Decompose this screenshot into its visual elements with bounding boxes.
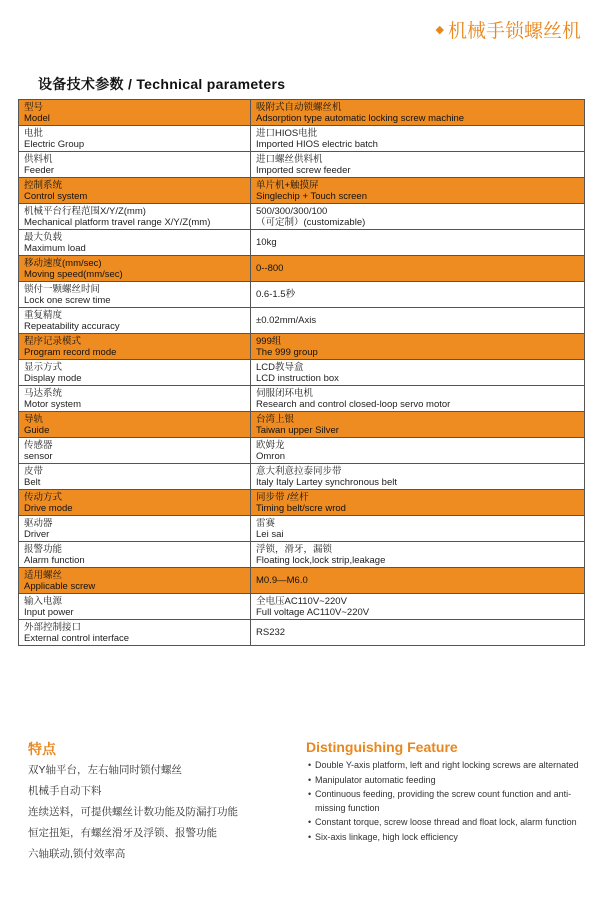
spec-key-en: Control system — [24, 190, 88, 202]
spec-value-line1: LCD教导盒 — [256, 361, 304, 373]
feature-en-item: • Six-axis linkage, high lock efficiency — [308, 831, 588, 845]
spec-key-cn: 适用螺丝 — [24, 569, 63, 581]
spec-row — [19, 334, 585, 360]
spec-key-cn: 输入电源 — [24, 595, 63, 607]
spec-key-en: Electric Group — [24, 138, 85, 150]
spec-value — [251, 230, 585, 256]
spec-row — [19, 594, 585, 620]
spec-value-line2: Imported HIOS electric batch — [256, 138, 378, 150]
spec-value — [251, 126, 585, 152]
spec-value-line1: 伺服闭环电机 — [256, 387, 314, 399]
feature-cn-item: 机械手自动下料 — [28, 785, 102, 797]
spec-key-cn: 重复精度 — [24, 309, 63, 321]
spec-value-line2: LCD instruction box — [256, 372, 339, 384]
spec-value — [251, 178, 585, 204]
spec-value-line1: 雷赛 — [256, 517, 276, 529]
spec-key-cn: 驱动器 — [24, 517, 53, 529]
spec-key — [19, 412, 251, 438]
spec-key — [19, 568, 251, 594]
spec-key-en: Display mode — [24, 372, 82, 384]
spec-value-line1: 台湾上银 — [256, 413, 295, 425]
spec-value-line2: The 999 group — [256, 346, 318, 358]
spec-value — [251, 334, 585, 360]
spec-value-line1: 进口螺丝供料机 — [256, 153, 323, 165]
diamond-icon: ◆ — [435, 24, 444, 36]
feature-en-item: • Constant torque, screw loose thread and float lock, alarm function — [308, 816, 588, 830]
spec-row — [19, 386, 585, 412]
spec-key — [19, 178, 251, 204]
spec-key-en: sensor — [24, 450, 53, 462]
spec-key — [19, 334, 251, 360]
spec-value-line2: Taiwan upper Silver — [256, 424, 339, 436]
spec-value — [251, 152, 585, 178]
spec-key-cn: 最大负载 — [24, 231, 63, 243]
feature-cn-item: 连续送料，可提供螺丝计数功能及防漏打功能 — [28, 806, 238, 818]
features-en-list — [308, 759, 588, 845]
spec-key — [19, 282, 251, 308]
brand-title-text: 机械手锁螺丝机 — [447, 21, 581, 42]
spec-value-line1: 999组 — [256, 335, 282, 347]
spec-value-line1: 进口HIOS电批 — [256, 127, 318, 139]
feature-cn-item: 双Y轴平台，左右轴同时锁付螺丝 — [28, 764, 183, 776]
spec-value-line2: Timing belt/scre wrod — [256, 502, 346, 514]
spec-value — [251, 360, 585, 386]
spec-key-en: Model — [24, 112, 50, 124]
spec-value — [251, 516, 585, 542]
spec-key-cn: 机械平台行程范围X/Y/Z(mm) — [24, 205, 146, 217]
spec-value — [251, 256, 585, 282]
spec-key-en: Program record mode — [24, 346, 117, 358]
spec-value — [251, 594, 585, 620]
feature-en-item: • Continuous feeding, providing the screw count function and anti- missing function — [308, 788, 588, 815]
spec-value-line2: Research and control closed-loop servo motor — [256, 398, 451, 410]
spec-value-line2: Adsorption type automatic locking screw machine — [256, 112, 465, 124]
spec-key — [19, 152, 251, 178]
spec-key-cn: 供料机 — [24, 153, 53, 165]
spec-row — [19, 568, 585, 594]
spec-value — [251, 412, 585, 438]
spec-value — [251, 490, 585, 516]
spec-key-cn: 报警功能 — [24, 543, 63, 555]
spec-key-cn: 导轨 — [24, 413, 44, 425]
spec-key-en: Input power — [24, 606, 74, 618]
spec-key — [19, 100, 251, 126]
spec-value-line1: ±0.02mm/Axis — [256, 315, 317, 326]
spec-key-en: Applicable screw — [24, 580, 96, 592]
spec-key-cn: 移动速度(mm/sec) — [24, 257, 102, 269]
spec-row — [19, 100, 585, 126]
spec-key-en: Belt — [24, 476, 41, 488]
spec-key — [19, 438, 251, 464]
spec-value-line1: 同步带 /丝杆 — [256, 491, 309, 503]
spec-row — [19, 412, 585, 438]
spec-value-line1: 意大利意拉泰同步带 — [256, 465, 342, 477]
spec-row — [19, 516, 585, 542]
spec-value — [251, 464, 585, 490]
spec-row — [19, 308, 585, 334]
section-title: 设备技术参数 / Technical parameters — [38, 76, 286, 92]
spec-value-line1: 吸附式自动锁螺丝机 — [256, 101, 342, 113]
spec-value-line2: Omron — [256, 450, 286, 462]
spec-key-en: Repeatability accuracy — [24, 320, 120, 332]
spec-row — [19, 204, 585, 230]
features-cn-title: 特点 — [28, 741, 56, 757]
spec-key — [19, 230, 251, 256]
spec-value-line2: Floating lock,lock strip,leakage — [256, 554, 386, 566]
spec-value-line2: Italy Italy Lartey synchronous belt — [256, 476, 397, 488]
spec-row — [19, 542, 585, 568]
spec-key-en: Feeder — [24, 164, 55, 176]
spec-key-en: Mechanical platform travel range X/Y/Z(mm) — [24, 216, 211, 228]
spec-row — [19, 464, 585, 490]
spec-key-en: Alarm function — [24, 554, 85, 566]
spec-value — [251, 542, 585, 568]
features-cn-list — [28, 760, 238, 865]
spec-row — [19, 360, 585, 386]
spec-value-line1: 10kg — [256, 237, 277, 248]
spec-key-cn: 马达系统 — [24, 387, 63, 399]
spec-key-en: Moving speed(mm/sec) — [24, 268, 123, 280]
spec-value-line1: 0--800 — [256, 263, 284, 274]
spec-row — [19, 126, 585, 152]
spec-value — [251, 438, 585, 464]
spec-value-line1: 单片机+触摸屏 — [256, 179, 319, 191]
spec-value — [251, 308, 585, 334]
brand-title — [436, 16, 581, 43]
spec-key — [19, 386, 251, 412]
spec-value-line1: 浮锁，滑牙，漏锁 — [256, 543, 333, 555]
spec-row — [19, 282, 585, 308]
spec-key — [19, 542, 251, 568]
spec-table — [18, 99, 585, 646]
spec-key — [19, 126, 251, 152]
spec-value-line2: （可定制）(customizable) — [256, 216, 366, 228]
spec-key-cn: 程序记录模式 — [24, 335, 82, 347]
spec-key — [19, 308, 251, 334]
spec-key-cn: 型号 — [24, 101, 44, 113]
spec-key — [19, 360, 251, 386]
feature-cn-item: 六轴联动,锁付效率高 — [28, 848, 126, 860]
spec-key-en: Driver — [24, 528, 50, 540]
spec-key-cn: 电批 — [24, 127, 44, 139]
spec-key-cn: 显示方式 — [24, 361, 63, 373]
spec-key — [19, 464, 251, 490]
spec-key-en: Motor system — [24, 398, 82, 410]
spec-row — [19, 152, 585, 178]
feature-en-item: • Double Y-axis platform, left and right locking screws are alternated — [308, 759, 588, 773]
spec-key — [19, 620, 251, 646]
spec-value-line1: M0.9—M6.0 — [256, 575, 308, 586]
spec-key — [19, 204, 251, 230]
spec-key — [19, 516, 251, 542]
spec-value — [251, 100, 585, 126]
spec-value — [251, 282, 585, 308]
spec-key — [19, 594, 251, 620]
spec-value-line1: 欧姆龙 — [256, 439, 285, 451]
spec-value — [251, 620, 585, 646]
spec-key-en: Guide — [24, 424, 50, 436]
spec-row — [19, 490, 585, 516]
spec-value-line2: Singlechip + Touch screen — [256, 190, 367, 202]
spec-key-en: Lock one screw time — [24, 294, 111, 306]
spec-key-cn: 锁付一颗螺丝时间 — [24, 283, 101, 295]
feature-cn-item: 恒定扭矩，有螺丝滑牙及浮锁、报警功能 — [28, 827, 217, 839]
spec-value-line2: Imported screw feeder — [256, 164, 351, 176]
spec-value — [251, 204, 585, 230]
spec-value-line1: RS232 — [256, 627, 286, 638]
spec-row — [19, 620, 585, 646]
spec-value-line2: Full voltage AC110V~220V — [256, 606, 370, 618]
spec-key-cn: 传动方式 — [24, 491, 63, 503]
spec-value — [251, 568, 585, 594]
spec-value-line1: 全电压AC110V~220V — [256, 595, 347, 607]
spec-row — [19, 256, 585, 282]
spec-row — [19, 438, 585, 464]
spec-key-en: Drive mode — [24, 502, 73, 514]
spec-key-en: Maximum load — [24, 242, 86, 254]
spec-row — [19, 230, 585, 256]
feature-en-item: • Manipulator automatic feeding — [308, 774, 588, 788]
spec-value — [251, 386, 585, 412]
spec-value-line1: 0.6-1.5秒 — [256, 289, 296, 300]
spec-key — [19, 490, 251, 516]
spec-row — [19, 178, 585, 204]
spec-key-cn: 皮带 — [24, 465, 44, 477]
spec-key-en: External control interface — [24, 632, 130, 644]
spec-value-line1: 500/300/300/100 — [256, 205, 328, 217]
spec-key-cn: 传感器 — [24, 439, 53, 451]
spec-key-cn: 外部控制接口 — [24, 621, 82, 633]
spec-key-cn: 控制系统 — [24, 179, 63, 191]
spec-key — [19, 256, 251, 282]
spec-value-line2: Lei sai — [256, 528, 284, 540]
features-en-title: Distinguishing Feature — [306, 739, 458, 755]
